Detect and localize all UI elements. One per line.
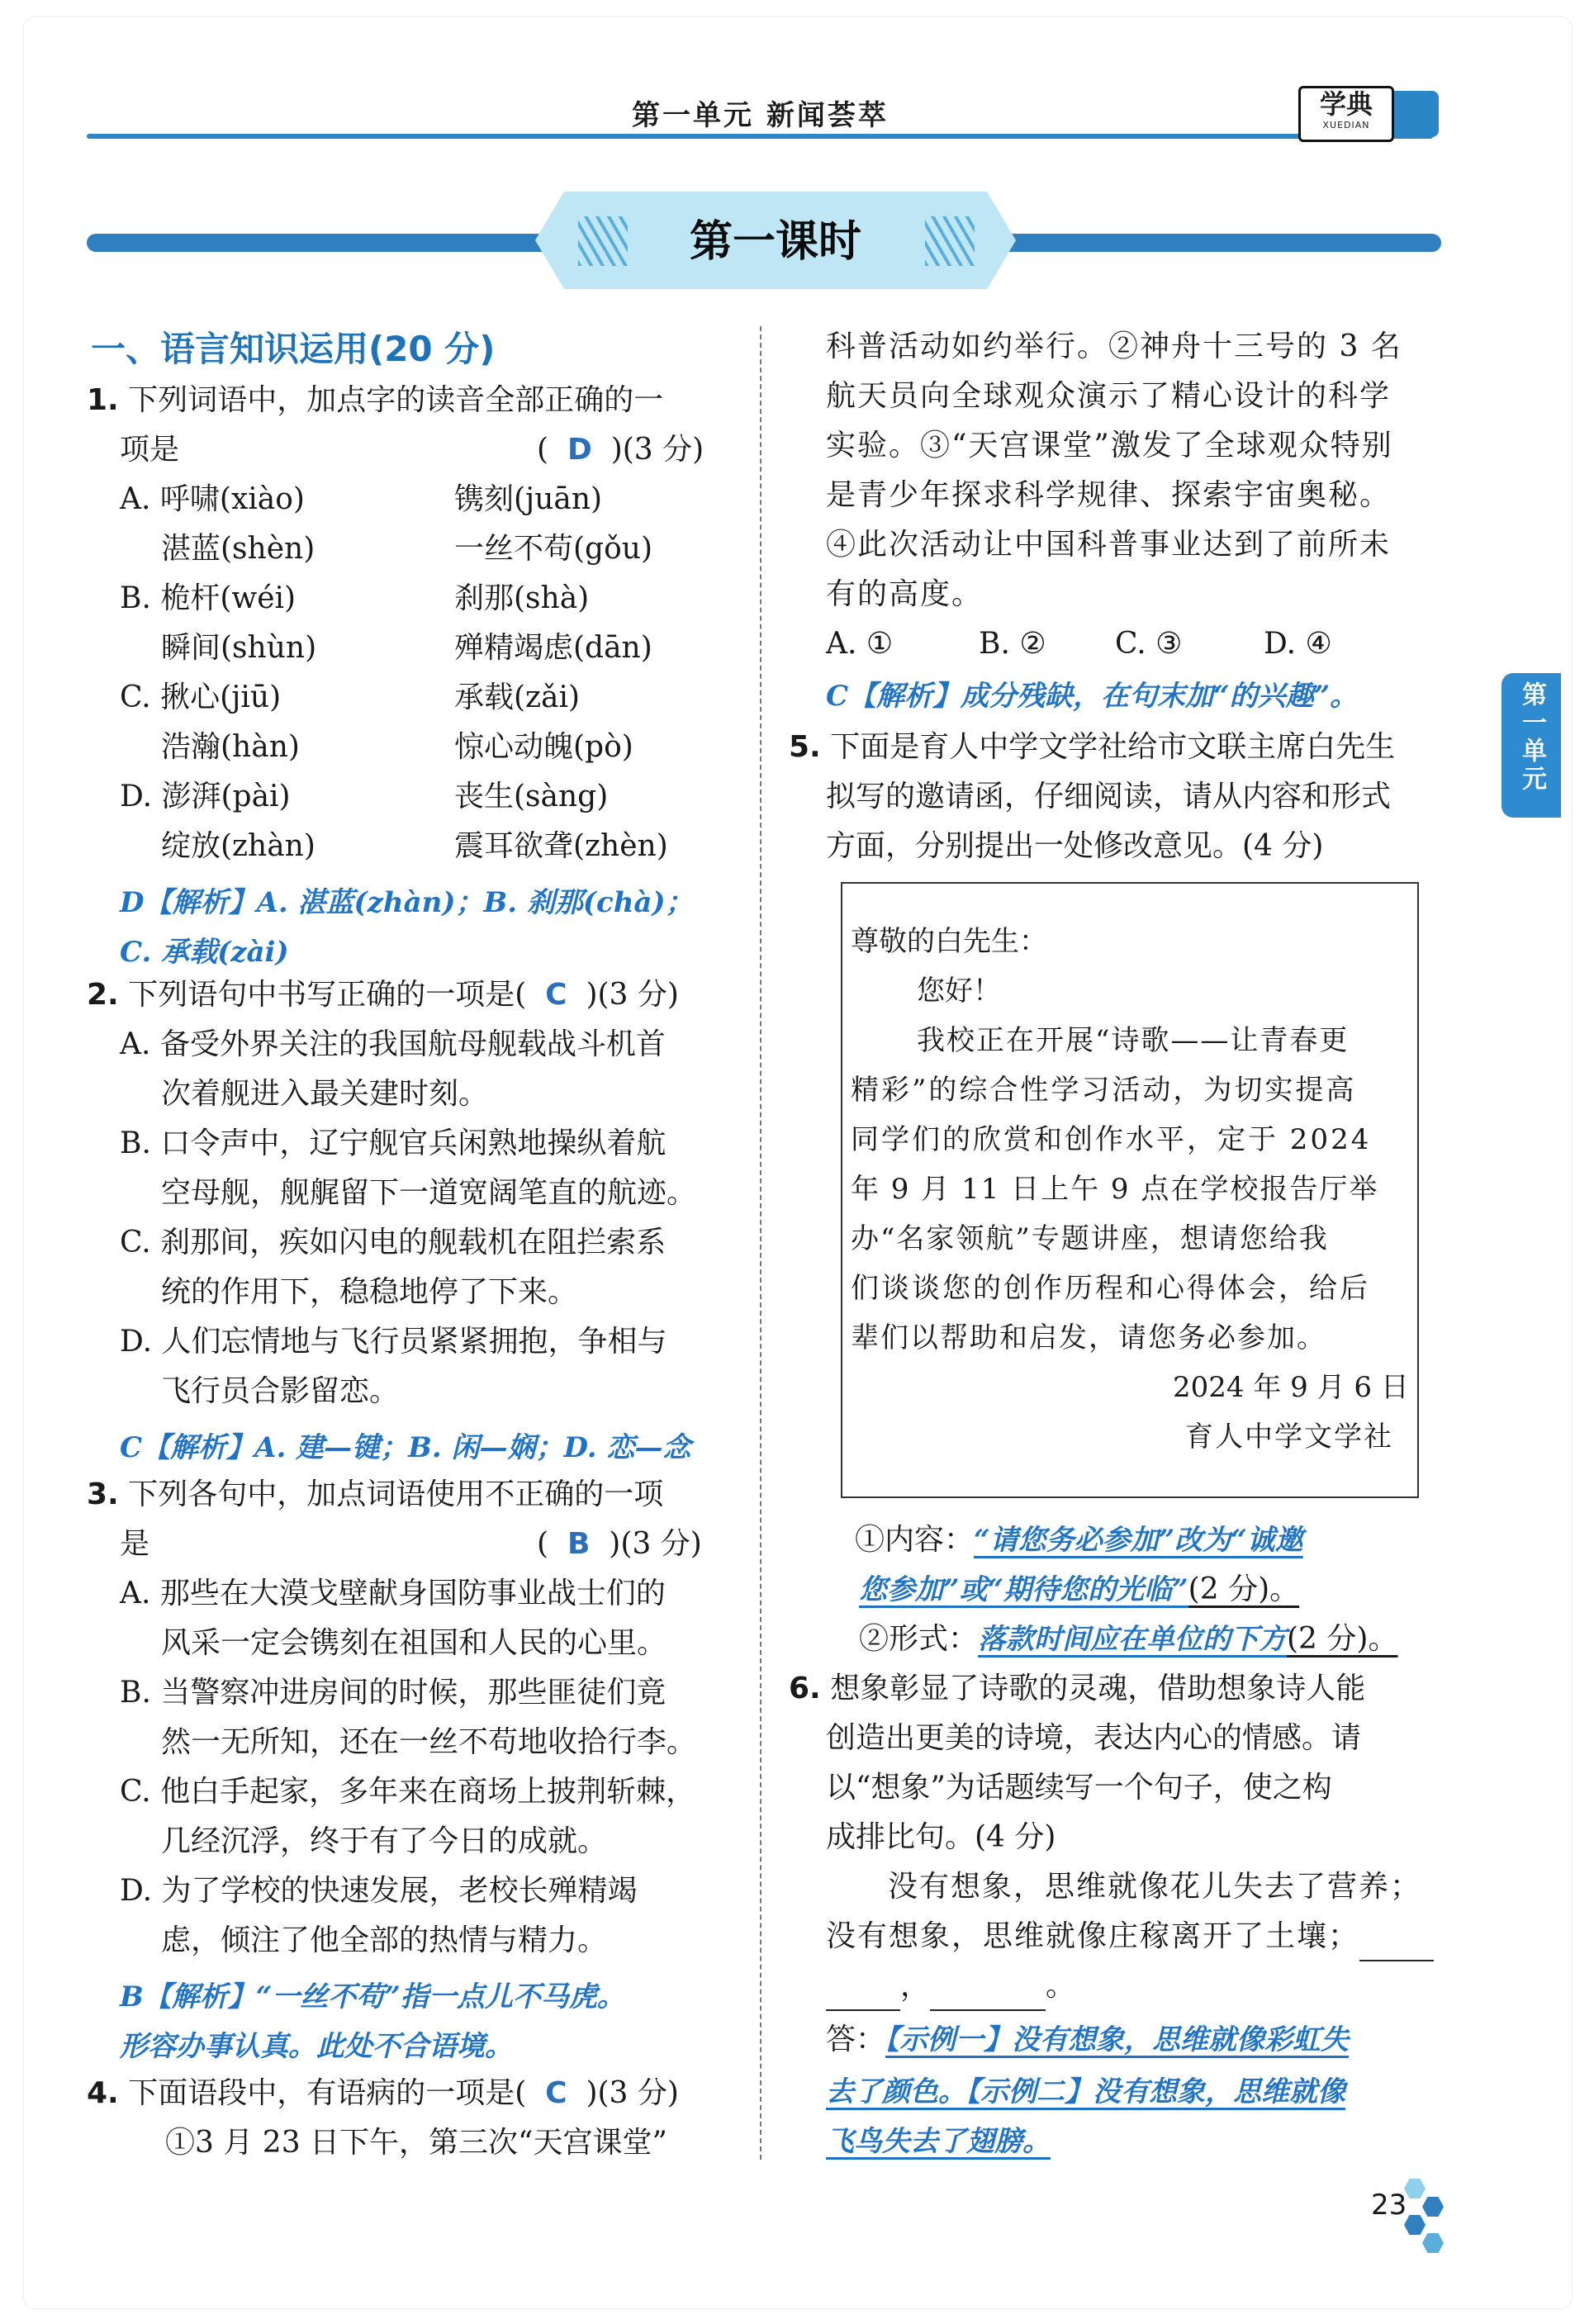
q1-stem-line2: 项是 — [120, 433, 180, 467]
q6-answer-line3: 飞鸟失去了翅膀。 — [826, 2125, 1051, 2158]
letter-salutation: 尊敬的白先生： — [851, 925, 1047, 958]
q1-option-a: A. 呼啸(xiào) — [120, 482, 305, 516]
q6-given-line2: 没有想象，思维就像庄稼离开了土壤； — [826, 1912, 1434, 1961]
q4-option: C. ③ — [1115, 627, 1183, 661]
letter-signature: 育人中学文学社 — [1185, 1420, 1393, 1454]
q5-answer-form-text: 落款时间应在单位的下方 — [978, 1623, 1288, 1656]
q2-line: D. 人们忘情地与飞行员紧紧拥抱，争相与 — [120, 1325, 667, 1359]
q1-explanation-line2: C. 承载(zài) — [120, 936, 289, 969]
q2-line: C. 刹那间，疾如闪电的舰载机在阻拦索系 — [120, 1226, 667, 1259]
page-number: 23 — [1371, 2189, 1407, 2222]
q6-line: 成排比句。(4 分) — [826, 1820, 1056, 1854]
q3-line: 然一无所知，还在一丝不苟地收拾行李。 — [161, 1725, 697, 1759]
unit-title: 第一单元 新闻荟萃 — [632, 99, 889, 132]
q4-line: 科普活动如约举行。②神舟十三号的 3 名 — [826, 330, 1402, 363]
letter-body: 精彩”的综合性学习活动，为切实提高 — [851, 1074, 1357, 1107]
q4-line: ①3 月 23 日下午，第三次“天宫课堂” — [165, 2126, 667, 2160]
side-tab-label: 第一单元 — [1517, 681, 1546, 794]
q1-answer-letter: D — [567, 433, 592, 467]
q1-option-a-2: 镌刻(juān) — [454, 482, 603, 516]
brand-logo — [1298, 86, 1394, 142]
q1-option-a-3: 湛蓝(shèn) — [161, 532, 315, 566]
q6-blank-line: ， 。 — [826, 1961, 1075, 2011]
q2-answer-letter: C — [545, 978, 567, 1012]
brand-name: 学典 — [1319, 88, 1373, 120]
q1-option-c: C. 揪心(jiū) — [120, 681, 282, 714]
letter-date: 2024 年 9 月 6 日 — [1173, 1371, 1409, 1404]
q3-line: 虑，倾注了他全部的热情与精力。 — [161, 1923, 608, 1957]
column-divider — [760, 326, 761, 2160]
q3-line: C. 他白手起家，多年来在商场上披荆斩棘， — [120, 1775, 696, 1809]
q3-line: B. 当警察冲进房间的时候，那些匪徒们竟 — [120, 1676, 667, 1710]
q1-option-b-4: 殚精竭虑(dān) — [454, 631, 652, 665]
brand-tab-shape — [1389, 91, 1439, 137]
q2-line: A. 备受外界关注的我国航母舰载战斗机首 — [120, 1027, 666, 1061]
q1-option-d-2: 丧生(sàng) — [454, 780, 609, 813]
q2-line: 次着舰进入最关建时刻。 — [161, 1077, 489, 1111]
letter-body: 们谈谈您的创作历程和心得体会，给后 — [851, 1272, 1370, 1305]
q1-explanation-line1: D【解析】A. 湛蓝(zhàn)；B. 刹那(chà)； — [120, 886, 694, 919]
letter-body: 年 9 月 11 日上午 9 点在学校报告厅举 — [851, 1173, 1379, 1206]
q4-line: 实验。③“天宫课堂”激发了全球观众特别 — [826, 429, 1393, 462]
q3-answer: ( B )(3 分) — [537, 1527, 702, 1561]
letter-body: 办“名家领航”专题讲座，想请您给我 — [851, 1222, 1329, 1255]
q1-score: )(3 分) — [610, 433, 704, 467]
q4-line: 航天员向全球观众演示了精心设计的科学 — [826, 379, 1392, 413]
q4-option: D. ④ — [1264, 627, 1332, 661]
q5-answer-content: ①内容：“请您务必参加”改为“诚邀 — [855, 1523, 1303, 1557]
q5-stem: 5. 下面是育人中学文学社给市文联主席白先生 — [789, 730, 1396, 764]
q4-answer-letter: C — [545, 2076, 567, 2110]
q2-line: 空母舰，舰艉留下一道宽阔笔直的航迹。 — [161, 1176, 697, 1210]
q4-option: B. ② — [979, 627, 1046, 661]
q6-stem: 6. 想象彰显了诗歌的灵魂，借助想象诗人能 — [789, 1672, 1366, 1705]
q6-blank[interactable] — [1359, 1930, 1434, 1961]
q1-option-d: D. 澎湃(pài) — [120, 780, 291, 813]
q5-line: 方面，分别提出一处修改意见。(4 分) — [826, 829, 1324, 863]
q1-option-b: B. 桅杆(wéi) — [120, 581, 297, 615]
q6-answer-text: 【示例一】没有想象，思维就像彩虹失 — [885, 2023, 1350, 2056]
q4-stem: 4. 下面语段中，有语病的一项是( C )(3 分) — [87, 2076, 679, 2110]
q3-explanation-line1: B【解析】“一丝不苟”指一点儿不马虎。 — [120, 1980, 625, 2013]
lesson-title: 第一课时 — [689, 216, 861, 267]
q1-option-a-4: 一丝不苟(gǒu) — [454, 532, 652, 566]
q6-given-line1: 没有想象，思维就像花儿失去了营养； — [888, 1870, 1422, 1904]
q6-blank[interactable] — [930, 1980, 1046, 2011]
q4-option: A. ① — [826, 627, 894, 661]
q3-line: D. 为了学校的快速发展，老校长殚精竭 — [120, 1874, 638, 1908]
q4-line: 是青少年探求科学规律、探索宇宙奥秘。 — [826, 478, 1392, 512]
q3-line: A. 那些在大漠戈壁献身国防事业战士们的 — [120, 1577, 666, 1610]
side-unit-tab — [1501, 673, 1561, 818]
q1-option-b-3: 瞬间(shùn) — [161, 631, 317, 665]
q1-option-c-4: 惊心动魄(pò) — [454, 730, 633, 764]
q3-explanation-line2: 形容办事认真。此处不合语境。 — [120, 2030, 513, 2063]
header-rule — [87, 134, 1433, 139]
q6-line: 以“想象”为话题续写一个句子，使之构 — [826, 1771, 1332, 1805]
letter-body: 同学们的欣赏和创作水平，定于 2024 — [851, 1123, 1372, 1156]
q6-line: 创造出更美的诗境，表达内心的情感。请 — [826, 1721, 1362, 1755]
q5-answer-content-text: “请您务必参加”改为“诚邀 — [974, 1524, 1303, 1557]
q1-answer: ( D )(3 分) — [537, 433, 704, 467]
brand-sub: XUEDIAN — [1322, 120, 1370, 130]
q3-answer-letter: B — [567, 1527, 591, 1561]
section-title: 一、语言知识运用(20 分) — [91, 329, 496, 369]
q1-option-b-2: 刹那(shà) — [454, 581, 590, 615]
q4-explanation: C【解析】成分残缺，在句末加“的兴趣”。 — [826, 680, 1359, 713]
q5-line: 拟写的邀请函，仔细阅读，请从内容和形式 — [826, 780, 1392, 813]
q2-line: 飞行员合影留恋。 — [161, 1374, 400, 1408]
letter-greeting: 您好！ — [917, 975, 1001, 1008]
q1-option-c-3: 浩瀚(hàn) — [161, 730, 300, 764]
q1-stem — [87, 376, 663, 425]
q2-line: 统的作用下，稳稳地停了下来。 — [161, 1275, 578, 1309]
q1-stem-line1: 下列词语中，加点字的读音全部正确的一 — [128, 383, 664, 417]
q6-blank[interactable] — [826, 1980, 900, 2011]
q1-option-d-3: 绽放(zhàn) — [161, 829, 315, 863]
letter-body: 辈们以帮助和启发，请您务必参加。 — [851, 1321, 1326, 1354]
q3-stem-line2: 是 — [120, 1527, 150, 1561]
q1-option-c-2: 承载(zǎi) — [454, 681, 581, 714]
q6-answer-line1: 答：【示例一】没有想象，思维就像彩虹失 — [826, 2023, 1350, 2056]
q5-answer-form: ②形式：落款时间应在单位的下方(2 分)。 — [859, 1622, 1398, 1656]
q3-stem: 3. 下列各句中，加点词语使用不正确的一项 — [87, 1477, 664, 1511]
q6-answer-line2: 去了颜色。【示例二】没有想象，思维就像 — [826, 2075, 1345, 2108]
q1-option-d-4: 震耳欲聋(zhèn) — [454, 829, 668, 863]
q4-line: ④此次活动让中国科普事业达到了前所未 — [826, 528, 1392, 562]
q3-line: 几经沉浮，终于有了今日的成就。 — [161, 1824, 608, 1858]
q1-number: 1. — [87, 383, 119, 417]
q5-answer-content-2: 您参加”或“期待您的光临”(2 分)。 — [859, 1572, 1300, 1606]
q2-line: B. 口令声中，辽宁舰官兵闲熟地操纵着航 — [120, 1126, 667, 1160]
q3-line: 风采一定会镌刻在祖国和人民的心里。 — [161, 1626, 667, 1660]
q2-stem: 2. 下列语句中书写正确的一项是( C )(3 分) — [87, 978, 679, 1012]
q4-line: 有的高度。 — [826, 577, 984, 611]
letter-body: 我校正在开展“诗歌——让青春更 — [917, 1024, 1350, 1057]
q2-explanation: C【解析】A. 建—键；B. 闲—娴；D. 恋—念 — [120, 1431, 691, 1464]
